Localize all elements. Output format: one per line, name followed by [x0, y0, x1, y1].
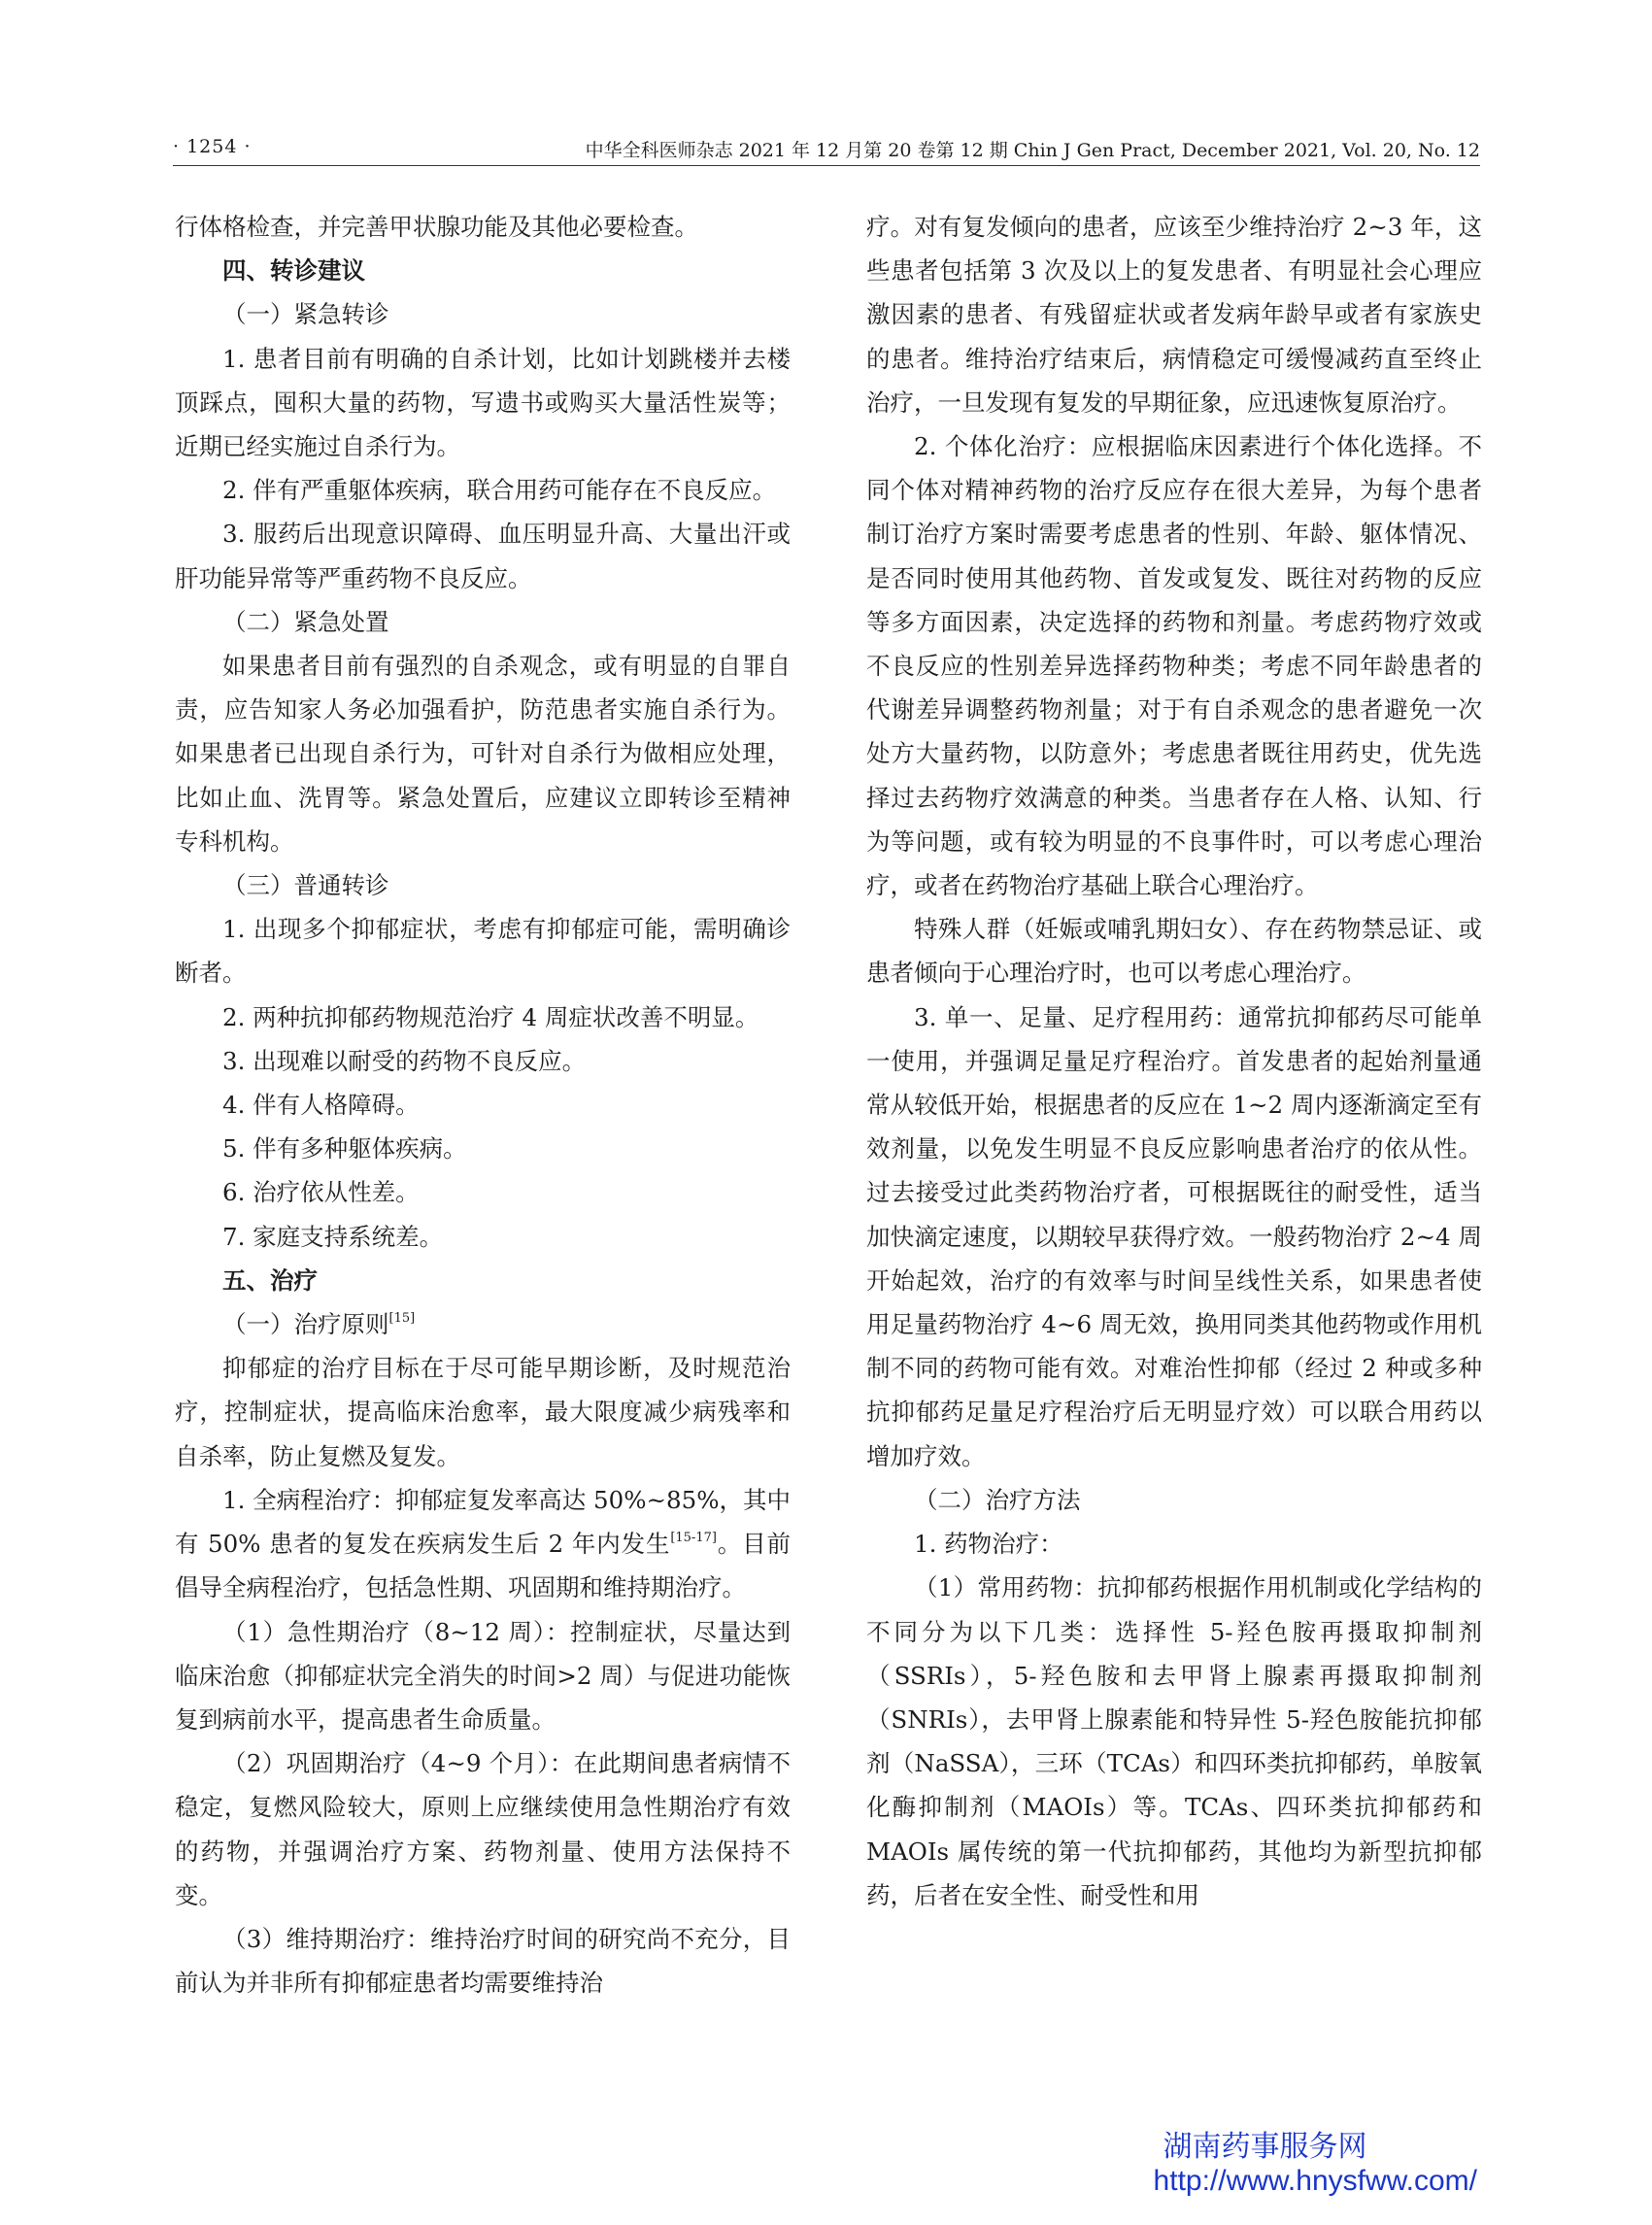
paragraph-text: 五、治疗	[222, 1265, 318, 1295]
left-column	[175, 205, 791, 2005]
section-heading	[175, 1259, 791, 1302]
paragraph	[175, 600, 791, 644]
paragraph	[175, 1610, 791, 1742]
paragraph-text: （3）维持期治疗：维持治疗时间的研究尚不充分，目前认为并非所有抑郁症患者均需要维持治	[175, 1924, 791, 1998]
paragraph-text: 特殊人群（妊娠或哺乳期妇女）、存在药物禁忌证、或患者倾向于心理治疗时，也可以考虑心理治疗。	[866, 915, 1482, 988]
section-heading	[175, 249, 791, 292]
paragraph-text: 。目前倡导全病程治疗，包括急性期、巩固期和维持期治疗。	[175, 1530, 792, 1602]
paragraph-text: 4. 伴有人格障碍。	[222, 1091, 420, 1120]
paragraph	[175, 1170, 791, 1214]
paragraph	[175, 1302, 791, 1346]
paragraph-text: 1. 出现多个抑郁症状，考虑有抑郁症可能，需明确诊断者。	[175, 915, 791, 988]
paragraph-text: （一）紧急转诊	[222, 300, 389, 329]
right-column	[866, 205, 1482, 1917]
paragraph	[175, 1215, 791, 1259]
citation-ref[interactable]: [15]	[388, 1311, 416, 1327]
paragraph	[175, 1083, 791, 1127]
watermark-url[interactable]: http://www.hnysfww.com/	[1153, 2165, 1477, 2197]
paragraph	[866, 424, 1482, 907]
paragraph-text: 1. 药物治疗：	[914, 1530, 1063, 1559]
paragraph	[175, 1478, 791, 1610]
paragraph	[175, 995, 791, 1039]
paragraph-text: 3. 服药后出现意识障碍、血压明显升高、大量出汗或肝功能异常等严重药物不良反应。	[175, 520, 791, 592]
paragraph	[175, 292, 791, 336]
paragraph	[175, 1741, 791, 1917]
paragraph-text: （1）急性期治疗（8~12 周）：控制症状，尽量达到临床治愈（抑郁症状完全消失的时间>2 周）与促进功能恢复到病前水平，提高患者生命质量。	[175, 1617, 791, 1734]
paragraph-text: 3. 出现难以耐受的药物不良反应。	[222, 1046, 587, 1075]
running-header	[173, 128, 1480, 166]
watermark[interactable]	[1154, 2122, 1477, 2198]
paragraph-text: 2. 伴有严重躯体疾病，联合用药可能存在不良反应。	[222, 476, 777, 505]
paragraph-text: 3. 单一、足量、足疗程用药：通常抗抑郁药尽可能单一使用，并强调足量足疗程治疗。首发患者的起始剂量通常从较低开始，根据患者的反应在 1~2 周内逐渐滴定至有效剂量，以免发生明显不良反应影响患者治疗的依从性。过去接受过此类药物治疗者，可根据既往的耐受性，适当加快滴定速度，以期较早获得疗效。一般药物治疗 2~4 周开始起效，治疗的有效率与时间呈线性关系，如果患者使用足量药物治疗 4~6 周无效，换用同类其他药物或作用机制不同的药物可能有效。对难治性抑郁（经过 2 种或多种抗抑郁药足量足疗程治疗后无明显疗效）可以联合用药以增加疗效。	[866, 1002, 1482, 1470]
paragraph-text: （三）普通转诊	[222, 871, 389, 900]
paragraph-text: 1. 全病程治疗：抑郁症复发率高达 50%~85%，其中有 50% 患者的复发在疾病发生后 2 年内发生	[175, 1485, 791, 1559]
paragraph	[175, 1039, 791, 1083]
paragraph-text: 四、转诊建议	[222, 256, 365, 286]
paragraph	[866, 1478, 1482, 1522]
paragraph-text: 1. 患者目前有明确的自杀计划，比如计划跳楼并去楼顶踩点，囤积大量的药物，写遗书或购买大量活性炭等；近期已经实施过自杀行为。	[175, 344, 791, 461]
paragraph-text: （一）治疗原则	[222, 1310, 389, 1339]
paragraph	[175, 1127, 791, 1170]
page-number: · 1254 ·	[173, 136, 252, 157]
paragraph	[175, 512, 791, 599]
paragraph-text: 6. 治疗依从性差。	[222, 1178, 420, 1207]
paragraph-text: （二）治疗方法	[914, 1485, 1081, 1514]
paragraph	[175, 205, 791, 249]
paragraph-text: 行体格检查，并完善甲状腺功能及其他必要检查。	[175, 213, 698, 241]
paragraph	[175, 1917, 791, 2005]
paragraph-text: 抑郁症的治疗目标在于尽可能早期诊断，及时规范治疗，控制症状，提高临床治愈率，最大限度减少病残率和自杀率，防止复燃及复发。	[175, 1354, 791, 1470]
paragraph-text: 疗。对有复发倾向的患者，应该至少维持治疗 2~3 年，这些患者包括第 3 次及以上的复发患者、有明显社会心理应激因素的患者、有残留症状或者发病年龄早或者有家族史的患者。维持治疗结束后，病情稳定可缓慢减药直至终止治疗，一旦发现有复发的早期征象，应迅速恢复原治疗。	[866, 213, 1482, 417]
paragraph	[175, 863, 791, 907]
paragraph-text: （2）巩固期治疗（4~9 个月）：在此期间患者病情不稳定，复燃风险较大，原则上应继续使用急性期治疗有效的药物，并强调治疗方案、药物剂量、使用方法保持不变。	[175, 1749, 791, 1909]
paragraph	[175, 468, 791, 512]
paragraph	[175, 644, 791, 863]
paragraph	[866, 1566, 1482, 1917]
paragraph	[175, 1346, 791, 1478]
citation-ref[interactable]: [15-17]	[670, 1531, 717, 1546]
paragraph-text: 2. 两种抗抑郁药物规范治疗 4 周症状改善不明显。	[222, 1002, 759, 1031]
paragraph	[175, 907, 791, 995]
paragraph-text: （二）紧急处置	[222, 607, 389, 636]
paragraph	[866, 205, 1482, 424]
paragraph-text: 5. 伴有多种躯体疾病。	[222, 1134, 467, 1163]
paragraph	[175, 337, 791, 469]
paragraph	[866, 995, 1482, 1478]
paragraph-text: （1）常用药物：抗抑郁药根据作用机制或化学结构的不同分为以下几类：选择性 5-羟色胺再摄取抑制剂（SSRIs），5-羟色胺和去甲肾上腺素再摄取抑制剂（SNRIs），去甲肾上腺素能和特异性 5-羟色胺能抗抑郁剂（NaSSA），三环（TCAs）和四环类抗抑郁药，单胺氧化酶抑制剂（MAOIs）等。TCAs、四环类抗抑郁药和 MAOIs 属传统的第一代抗抑郁药，其他均为新型抗抑郁药，后者在安全性、耐受性和用	[866, 1573, 1482, 1909]
paragraph-text: 2. 个体化治疗：应根据临床因素进行个体化选择。不同个体对精神药物的治疗反应存在很大差异，为每个患者制订治疗方案时需要考虑患者的性别、年龄、躯体情况、是否同时使用其他药物、首发或复发、既往对药物的反应等多方面因素，决定选择的药物和剂量。考虑药物疗效或不良反应的性别差异选择药物种类；考虑不同年龄患者的代谢差异调整药物剂量；对于有自杀观念的患者避免一次处方大量药物，以防意外；考虑患者既往用药史，优先选择过去药物疗效满意的种类。当患者存在人格、认知、行为等问题，或有较为明显的不良事件时，可以考虑心理治疗，或者在药物治疗基础上联合心理治疗。	[866, 432, 1482, 900]
paragraph	[866, 1522, 1482, 1566]
paragraph-text: 7. 家庭支持系统差。	[222, 1222, 444, 1251]
journal-citation: 中华全科医师杂志 2021 年 12 月第 20 卷第 12 期 Chin J Gen Pract, December 2021, Vol. 20, No. 12	[585, 140, 1480, 161]
paragraph	[866, 907, 1482, 995]
watermark-site-name: 湖南药事服务网	[1163, 2131, 1367, 2163]
paragraph-text: 如果患者目前有强烈的自杀观念，或有明显的自罪自责，应告知家人务必加强看护，防范患者实施自杀行为。如果患者已出现自杀行为，可针对自杀行为做相应处理，比如止血、洗胃等。紧急处置后，应建议立即转诊至精神专科机构。	[175, 652, 791, 856]
